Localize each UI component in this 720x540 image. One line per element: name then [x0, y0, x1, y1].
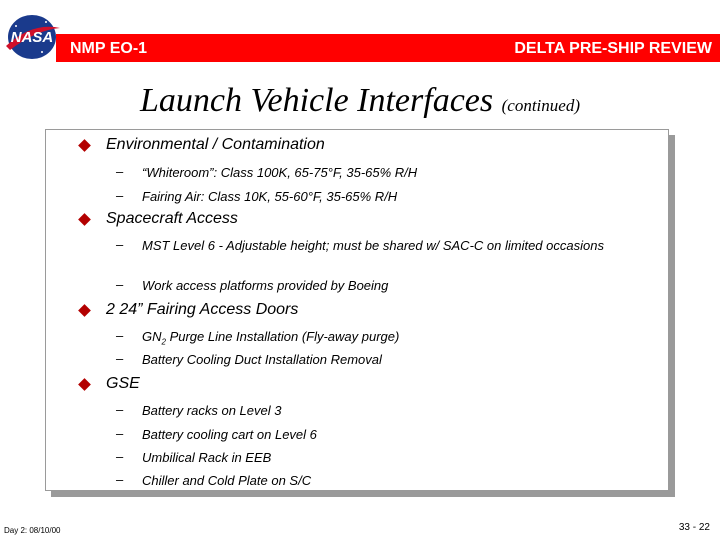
dash-icon: –	[116, 277, 124, 292]
section-heading: Spacecraft Access	[106, 210, 238, 227]
dash-icon: –	[116, 426, 124, 441]
list-item: Chiller and Cold Plate on S/C	[142, 473, 312, 488]
project-label: NMP EO-1	[70, 40, 148, 57]
nasa-logo	[2, 12, 64, 62]
section-heading: Environmental / Contamination	[106, 136, 325, 153]
dash-icon: –	[116, 351, 124, 366]
list-item: Battery Cooling Duct Installation Removal	[142, 352, 382, 367]
dash-icon: –	[116, 188, 124, 203]
list-item: Battery cooling cart on Level 6	[142, 427, 317, 442]
dash-icon: –	[116, 402, 124, 417]
title-suffix: (continued)	[501, 96, 580, 115]
dash-icon: –	[116, 472, 124, 487]
list-item: $GN_2$ Purge Line Installation (Fly-away purge)	[142, 329, 400, 347]
list-item: Umbilical Rack in EEB	[142, 450, 272, 465]
section-heading: 2 24” Fairing Access Doors	[106, 301, 299, 318]
footer-date: Day 2: 08/10/00	[4, 526, 61, 535]
list-item: Battery racks on Level 3	[142, 403, 282, 418]
dash-icon: –	[116, 237, 124, 252]
dash-icon: –	[116, 449, 124, 464]
list-item: Work access platforms provided by Boeing	[142, 278, 389, 293]
dash-icon: –	[116, 328, 124, 343]
list-item: MST Level 6 - Adjustable height; must be shared w/ SAC-C on limited occasions	[142, 238, 604, 253]
section-heading: GSE	[106, 375, 140, 392]
logo-text: NASA	[10, 29, 54, 46]
dash-icon: –	[116, 164, 124, 179]
slide-title	[0, 82, 720, 120]
title-main: Launch Vehicle Interfaces	[140, 82, 494, 119]
list-item: “Whiteroom”: Class 100K, 65-75°F, 35-65% R/H	[142, 165, 418, 180]
list-item: Fairing Air: Class 10K, 55-60°F, 35-65% R/H	[142, 189, 398, 204]
review-label: DELTA PRE-SHIP REVIEW	[514, 40, 712, 57]
page-number: 33 - 22	[678, 522, 710, 533]
